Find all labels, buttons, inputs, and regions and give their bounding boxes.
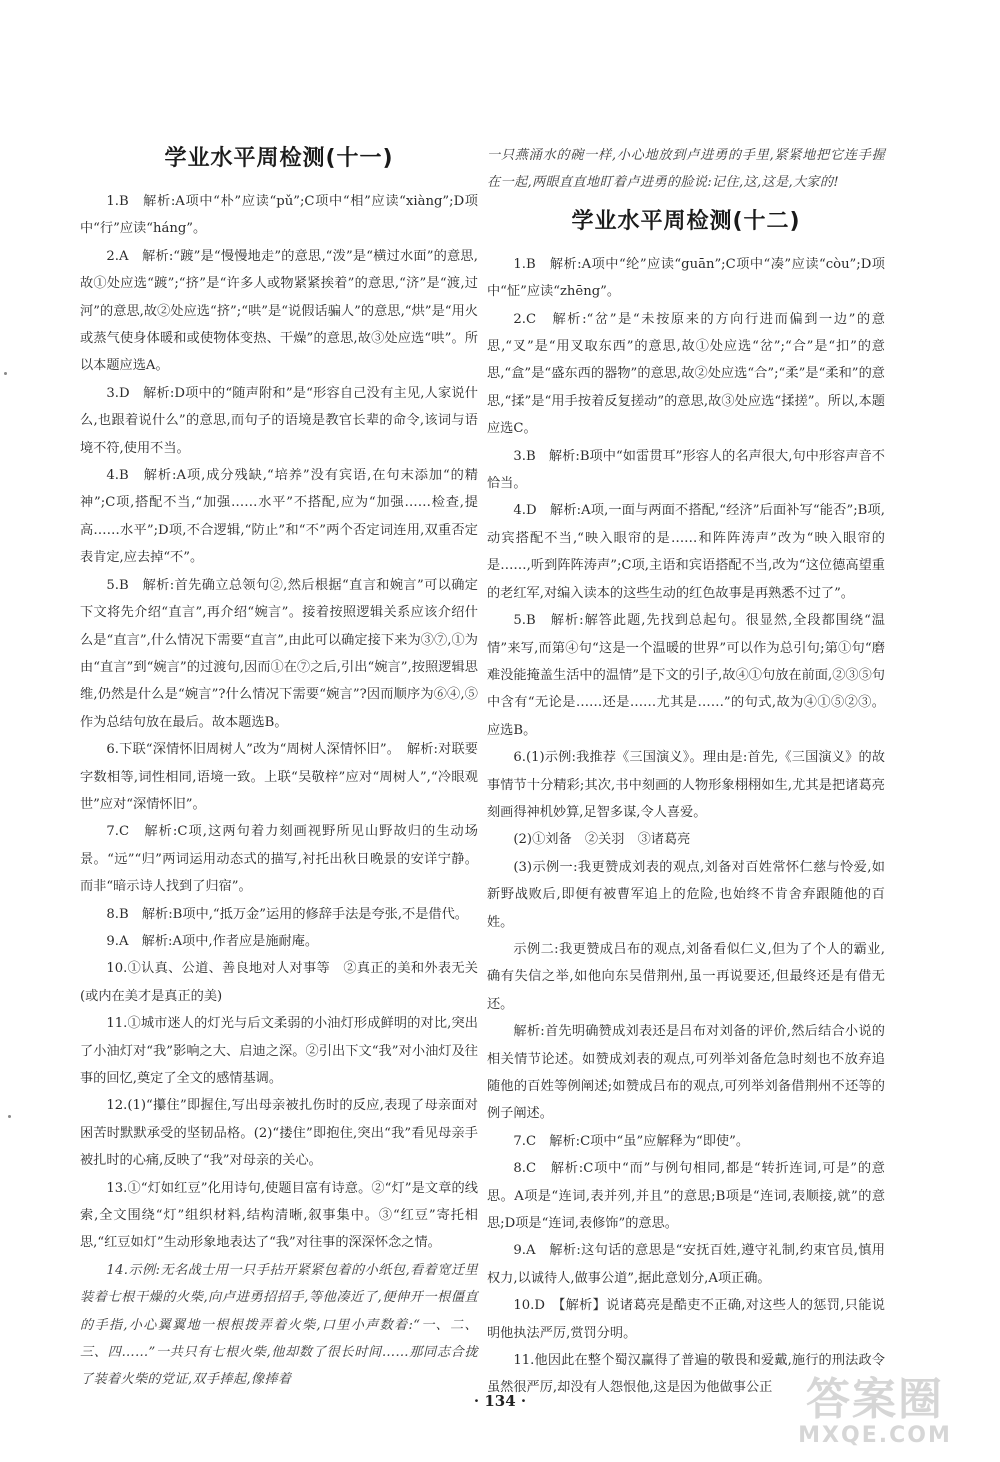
watermark-bottom-text: MXQE.COM — [798, 1423, 952, 1448]
watermark-top-text: 答案圈 — [806, 1374, 944, 1425]
answer-paragraph: 1.B 解析:A项中“纶”应读“guān”;C项中“凑”应读“còu”;D项中“怔”应读“zhēng”。 — [487, 256, 885, 300]
answer-paragraph: 7.C 解析:C项,这两句着力刻画视野所见山野故归的生动场景。“远”“归”两词运用动态式的描写,衬托出秋日晚景的安详宁静。而非“暗示诗人找到了归宿”。 — [80, 824, 478, 895]
answer-paragraph: 6.下联“深情怀旧周树人”改为“周树人深情怀旧”。 解析:对联要字数相等,词性相同,语境一致。上联“吴敬梓”应对“周树人”,“冷眼观世”应对“深情怀旧”。 — [80, 742, 478, 812]
left-column — [80, 140, 478, 1394]
watermark-logo — [780, 1376, 970, 1454]
answer-paragraph: 11.他因此在整个蜀汉赢得了普遍的敬畏和爱戴,施行的刑法政令虽然很严厉,却没有人怨恨他,这是因为他做事公正 — [487, 1353, 885, 1396]
answer-paragraph: 10.①认真、公道、善良地对人对事等 ②真正的美和外表无关(或内在美才是真正的美) — [80, 961, 478, 1004]
scan-speck — [4, 372, 7, 375]
section-title-11: 学业水平周检测(十一) — [164, 146, 394, 171]
answer-paragraph: 2.C 解析:“岔”是“未按原来的方向行进而偏到一边”的意思,“叉”是“用叉取东西”的意思,故①处应选“岔”;“合”是“扣”的意思,“盒”是“盛东西的器物”的意思,故②处应选“合”;“柔”是“柔和”的意思,“揉”是“用手按着反复搓动”的意思,故③处应选“揉搓”。所以,本题应选C。 — [487, 311, 885, 437]
answer-paragraph: 5.B 解析:解答此题,先找到总起句。很显然,全段都围绕“温情”来写,而第④句“这是一个温暖的世界”可以作为总引句;第①句“磨难没能掩盖生活中的温情”是下文的引子,故④①句放在前面,②③⑤句中含有“无论是……还是……尤其是……”的句式,故为④①⑤②③。应选B。 — [487, 613, 885, 738]
answer-paragraph: 4.D 解析:A项,一面与两面不搭配,“经济”后面补写“能否”;B项,动宾搭配不当,“映入眼帘的是……和阵阵涛声”改为“映入眼帘的是……,听到阵阵涛声”;C项,主语和宾语搭配不当,改为“这位德高望重的老红军,对编入读本的这些生动的红色故事是再熟悉不过了”。 — [487, 503, 885, 601]
answer-paragraph: 7.C 解析:C项中“虽”应解释为“即使”。 — [513, 1133, 750, 1149]
answer-paragraph: (2)①刘备 ②关羽 ③诸葛亮 — [513, 832, 691, 848]
scan-speck — [8, 1115, 11, 1118]
answer-paragraph: 2.A 解析:“踱”是“慢慢地走”的意思,“泼”是“横过水面”的意思,故①处应选“踱”;“挤”是“许多人或物紧紧挨着”的意思,“济”是“渡,过河”的意思,故②处应选“挤”;“哄”是“说假话骗人”的意思,“烘”是“用火或蒸气使身体暖和或使物体变热、干燥”的意思,故③处应选“哄”。所以本题应选A。 — [80, 248, 478, 374]
answer-paragraph-handwritten: 14.示例:无名战士用一只手拈开紧紧包着的小纸包,看着宽迁里装着七根干燥的火柴,向卢进勇招招手,等他凑近了,便伸开一根僵直的手指,小心翼翼地一根根拨弄着火柴,口里小声数着:“一、二、三、四……”一共只有七根火柴,他却数了很长时间……那同志合拢了装着火柴的党证,双手捧起,像捧着 — [80, 1262, 478, 1388]
answer-paragraph: 8.C 解析:C项中“而”与例句相同,都是“转折连词,可是”的意思。A项是“连词,表并列,并且”的意思;B项是“连词,表顺接,就”的意思;D项是“连词,表修饰”的意思。 — [487, 1161, 885, 1232]
answer-paragraph: (3)示例一:我更赞成刘表的观点,刘备对百姓常怀仁慈与怜爱,如新野战败后,即便有被曹军追上的危险,也始终不肯舍弃跟随他的百姓。 — [487, 859, 885, 930]
page-number: · 134 · — [473, 1392, 527, 1410]
answer-paragraph: 5.B 解析:首先确立总领句②,然后根据“直言和婉言”可以确定下文将先介绍“直言”,再介绍“婉言”。接着按照逻辑关系应该介绍什么是“直言”,什么情况下需要“直言”,由此可以确定接下来为③⑦,①为由“直言”到“婉言”的过渡句,因而①在⑦之后,引出“婉言”,按照逻辑思维,仍然是什么是“婉言”?什么情况下需要“婉言”?因而顺序为⑥④,⑤作为总结句放在最后。故本题选B。 — [80, 577, 478, 730]
answer-paragraph: 解析:首先明确赞成刘表还是吕布对刘备的评价,然后结合小说的相关情节论述。如赞成刘表的观点,可列举刘备危急时刻也不放弃追随他的百姓等例阐述;如赞成吕布的观点,可列举刘备借荆州不还等的例子阐述。 — [487, 1024, 885, 1122]
answer-paragraph: 4.B 解析:A项,成分残缺,“培养”没有宾语,在句末添加“的精神”;C项,搭配不当,“加强……水平”不搭配,应为“加强……检查,提高……水平”;D项,不合逻辑,“防止”和“不”两个否定词连用,双重否定表肯定,应去掉“不”。 — [80, 468, 478, 566]
answer-paragraph: 6.(1)示例:我推荐《三国演义》。理由是:首先,《三国演义》的故事情节十分精彩;其次,书中刻画的人物形象栩栩如生,尤其是把诸葛亮刻画得神机妙算,足智多谋,令人喜爱。 — [487, 750, 885, 820]
answer-paragraph: 8.B 解析:B项中,“抵万金”运用的修辞手法是夸张,不是借代。 — [106, 906, 468, 922]
answer-paragraph: 13.①“灯如红豆”化用诗句,使题目富有诗意。②“灯”是文章的线索,全文围绕“灯”组织材料,结构清晰,叙事集中。③“红豆”寄托相思,“红豆如灯”生动形象地表达了“我”对往事的深深怀念之情。 — [80, 1180, 478, 1251]
section-title-12: 学业水平周检测(十二) — [571, 208, 801, 234]
answer-paragraph: 3.D 解析:D项中的“随声附和”是“形容自己没有主见,人家说什么,也跟着说什么”的意思,而句子的语境是教官长辈的命令,该词与语境不符,使用不当。 — [80, 385, 478, 456]
answer-paragraph: 12.(1)“攥住”即握住,写出母亲被扎伤时的反应,表现了母亲面对困苦时默默承受的坚韧品格。(2)“搂住”即抱住,突出“我”看见母亲手被扎时的心痛,反映了“我”对母亲的关心。 — [80, 1098, 478, 1169]
answer-paragraph: 11.①城市迷人的灯光与后文柔弱的小油灯形成鲜明的对比,突出了小油灯对“我”影响之大、启迪之深。②引出下文“我”对小油灯及往事的回忆,奠定了全文的感情基调。 — [80, 1016, 478, 1086]
answer-paragraph: 9.A 解析:A项中,作者应是施耐庵。 — [106, 933, 319, 949]
answer-paragraph: 1.B 解析:A项中“朴”应读“pǔ”;C项中“相”应读“xiàng”;D项中“行”应读“háng”。 — [80, 194, 478, 237]
answer-paragraph: 3.B 解析:B项中“如雷贯耳”形容人的名声很大,句中形容声音不恰当。 — [487, 448, 885, 492]
answer-paragraph: 10.D 【解析】说诸葛亮是酷吏不正确,对这些人的惩罚,只能说明他执法严厉,赏罚分明。 — [487, 1298, 885, 1341]
answer-paragraph: 9.A 解析:这句话的意思是“安抚百姓,遵守礼制,约束官员,慎用权力,以诚待人,做事公道”,据此意划分,A项正确。 — [487, 1243, 885, 1286]
continued-answer: 一只燕涌水的碗一样,小心地放到卢进勇的手里,紧紧地把它连手握在一起,两眼直直地盯着卢进勇的脸说:记住,这,这是,大家的! — [487, 148, 885, 191]
answer-paragraph: 示例二:我更赞成吕布的观点,刘备看似仁义,但为了个人的霸业,确有失信之举,如他向东吴借荆州,虽一再说要还,但最终还是有借无还。 — [487, 941, 885, 1012]
right-column — [487, 142, 885, 1402]
